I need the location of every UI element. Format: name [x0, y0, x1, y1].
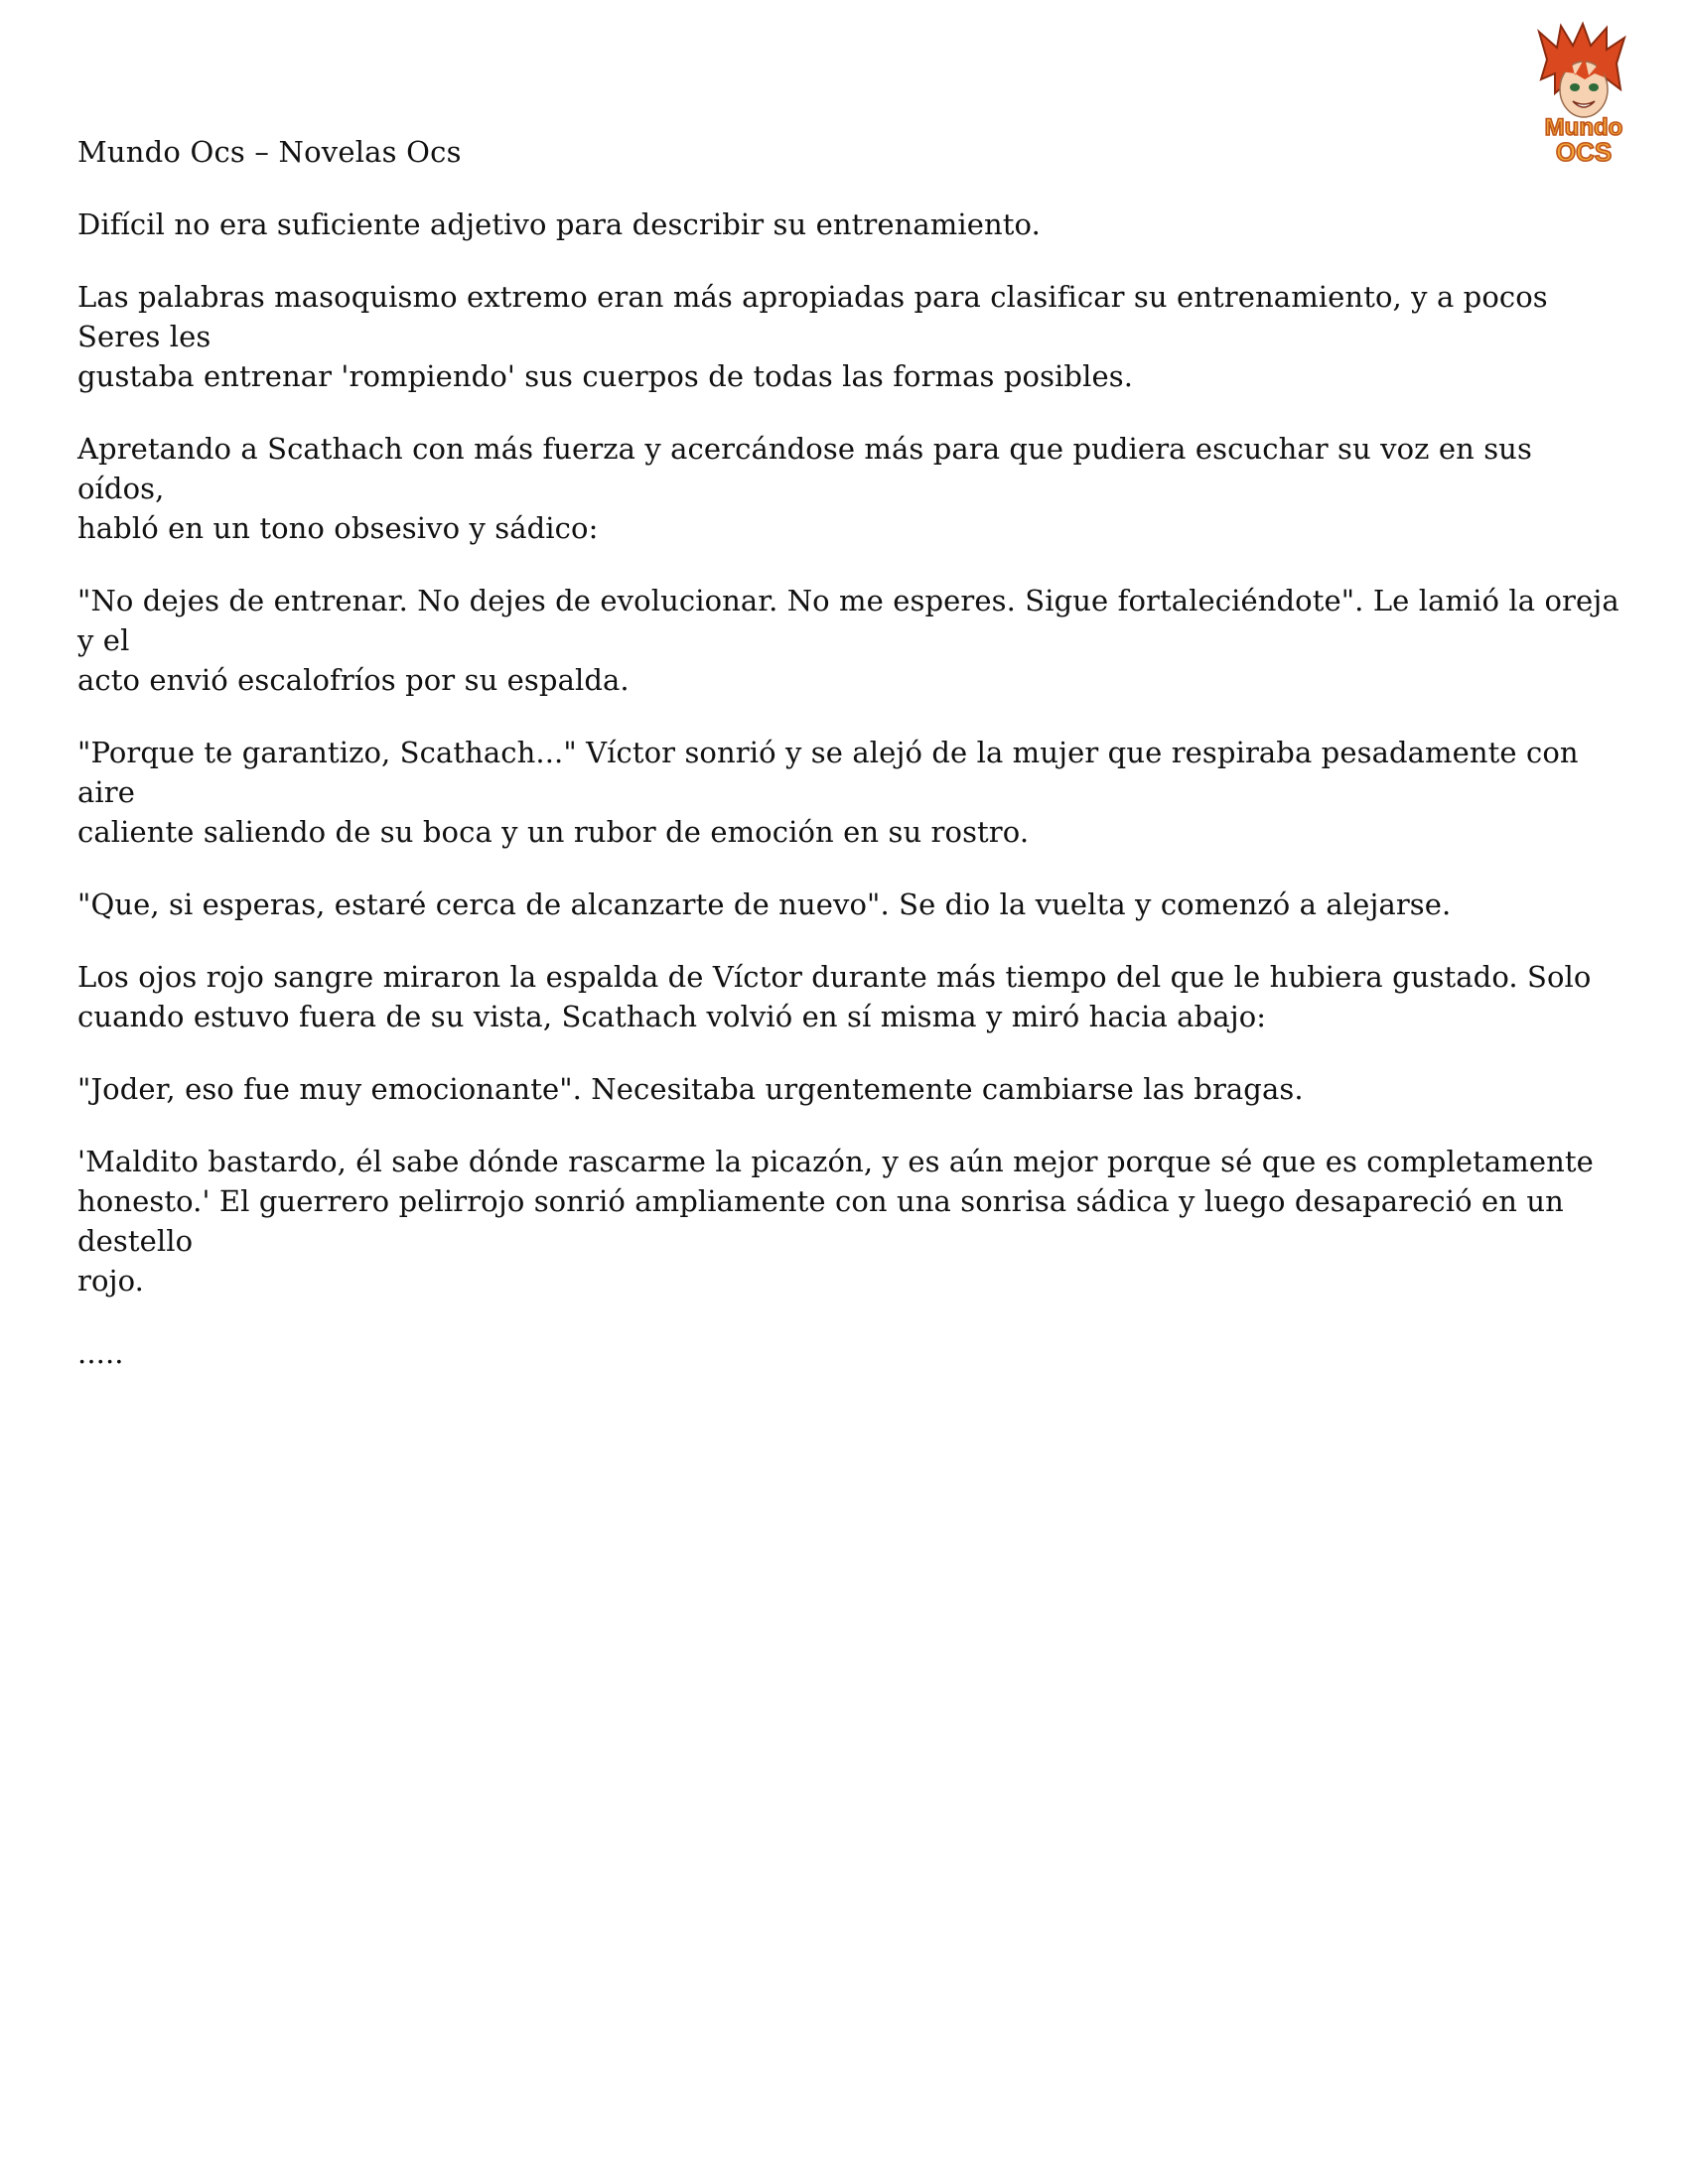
- right-eye: [1589, 83, 1599, 91]
- paragraph: 'Maldito bastardo, él sabe dónde rascarme la picazón, y es aún mejor porque sé que es completamente honesto.' El guerrero pelirrojo sonrió ampliamente con una sonrisa sádica y luego desapareció en un destello rojo.: [77, 1145, 1594, 1297]
- left-eye: [1570, 83, 1580, 91]
- mascot-logo-svg: [1509, 20, 1658, 169]
- logo-text-mundo: Mundo: [1544, 114, 1623, 141]
- paragraph: .....: [77, 1336, 124, 1370]
- paragraph: "Porque te garantizo, Scathach..." Víctor sonrió y se alejó de la mujer que respiraba pesadamente con aire caliente saliendo de su boca y un rubor de emoción en su rostro.: [77, 736, 1579, 849]
- paragraph: "Joder, eso fue muy emocionante". Necesitaba urgentemente cambiarse las bragas.: [77, 1072, 1304, 1106]
- body-text: [77, 205, 1626, 1406]
- paragraph: Los ojos rojo sangre miraron la espalda de Víctor durante más tiempo del que le hubiera gustado. Solo cuando estuvo fuera de su vista, Scathach volvió en sí misma y miró hacia abajo:: [77, 960, 1592, 1033]
- paragraph: "No dejes de entrenar. No dejes de evolucionar. No me esperes. Sigue fortaleciéndote". Le lamió la oreja y el acto envió escalofríos por su espalda.: [77, 584, 1619, 697]
- paragraph: "Que, si esperas, estaré cerca de alcanzarte de nuevo". Se dio la vuelta y comenzó a alejarse.: [77, 887, 1452, 921]
- header-title: Mundo Ocs – Novelas Ocs: [77, 135, 462, 169]
- paragraph: Las palabras masoquismo extremo eran más apropiadas para clasificar su entrenamiento, y a pocos Seres les gustaba entrenar 'rompiendo' sus cuerpos de todas las formas posibles.: [77, 280, 1548, 393]
- paragraph: Apretando a Scathach con más fuerza y acercándose más para que pudiera escuchar su voz en sus oídos, habló en un tono obsesivo y sádico:: [77, 432, 1532, 545]
- mundo-ocs-logo-icon: [1509, 20, 1658, 169]
- logo-text-ocs: OCS: [1555, 137, 1613, 167]
- logo-text-group: [1545, 114, 1623, 167]
- paragraph: Difícil no era suficiente adjetivo para describir su entrenamiento.: [77, 207, 1041, 241]
